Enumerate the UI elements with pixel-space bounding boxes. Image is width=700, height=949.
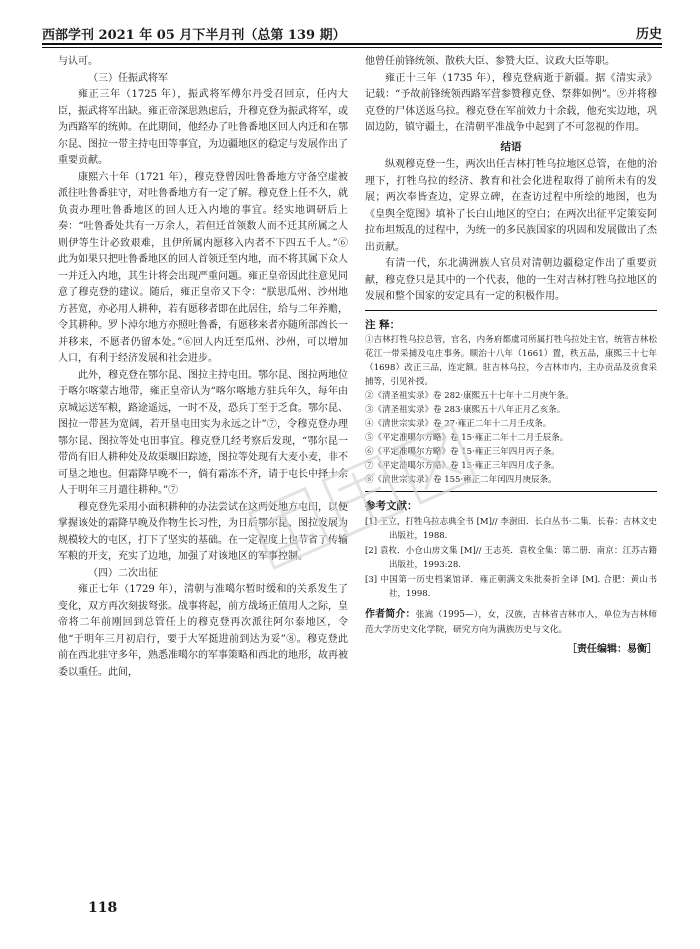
note-item: ③《清圣祖实录》卷 283·康熙五十八年正月乙亥条。 xyxy=(365,405,566,415)
reference-item: [1] 王立，打牲乌拉志典全书 [M]// 李澍田．长白丛书·二集．长春：吉林文史出版社，1988. xyxy=(365,516,657,541)
paragraph: 有清一代，东北满洲族人官员对清朝边疆稳定作出了重要贡献，穆克登只是其中的一个代表，他的一生对吉林打牲乌拉地区的发展和整个国家的安定具有一定的积极作用。 xyxy=(365,258,657,302)
journal-issue-line: 西部学刊 2021 年 05 月下半月刊（总第 139 期） xyxy=(42,28,346,43)
author-bio-text: 张嵩（1995—），女，汉族，吉林省吉林市人，单位为吉林师范大学历史文化学院，研究方向为满族历史与文化。 xyxy=(365,609,657,635)
header-rule xyxy=(42,43,662,45)
notes-divider xyxy=(365,310,657,311)
note-item: ⑦《平定准噶尔方略》卷 15·雍正三年四月戊子条。 xyxy=(365,461,560,471)
note-item: ②《清圣祖实录》卷 282·康熙五十七年十二月庚午条。 xyxy=(365,391,574,401)
paragraph: 雍正十三年（1735 年），穆克登病逝于新疆。据《清实录》记载：“予故前锋统领西路军营参赞穆克登、祭葬如例”。⑨并将穆克登的尸体送返乌拉。穆克登在军前效力十余载，他充实边地，巩固边防，镇守疆土，在清朝平准战争中起到了不可忽视的作用。 xyxy=(365,72,657,133)
paragraph: 雍正三年（1725 年），振武将军傅尔丹受召回京，任内大臣，振武将军出缺。雍正帝深思熟虑后，升穆克登为振武将军，或为西路军的统帅。在此期间，他经办了吐鲁番地区回人内迁和在鄂尔昆、图拉一带主持屯田等事宜，为边疆地区的稳定与发展作出了重要贡献。 xyxy=(58,89,348,166)
page-number: 118 xyxy=(88,900,118,916)
paragraph: 雍正七年（1729 年），清朝与准噶尔暂时缓和的关系发生了变化，双方再次刻拔弩张。战事将起，前方战场正值用人之际，皇帝将二年前刚回到总管任上的穆克登再次派往阿尔泰地区，令他“于明年三月初启行，要于大军挺进前到达为妥”⑧。穆克登此前在西北驻守多年，熟悉准噶尔的军事策略和西北的地形，故再被委以重任。此间， xyxy=(58,584,348,678)
notes-list xyxy=(365,333,657,487)
page-header xyxy=(42,20,662,44)
notes-heading: 注 释： xyxy=(365,318,401,331)
responsible-editor: ［责任编辑：易衡］ xyxy=(567,643,657,655)
references-divider xyxy=(365,491,657,492)
reference-item: [3] 中国第一历史档案馆译．雍正朝满文朱批奏折全译 [M]. 合肥：黄山书社，1998. xyxy=(365,574,657,599)
section-heading: （三）任振武将军 xyxy=(88,72,168,84)
note-item: ⑧《清世宗实录》卷 155·雍正二年闰四月庚辰条。 xyxy=(365,475,557,485)
note-item: ④《清世宗实录》卷 27·雍正二年十二月壬戌条。 xyxy=(365,419,552,429)
references-list xyxy=(365,515,657,601)
reference-item: [2] 袁枚．小仓山房文集 [M]// 王志英．袁枚全集：第二册．南京：江苏古籍出版社，1993:28. xyxy=(365,545,657,570)
paragraph: 纵观穆克登一生，两次出任吉林打牲乌拉地区总管，在他的治理下，打牲乌拉的经济、教育和社会化进程取得了前所未有的发展；两次奉皆查边，定界立碑，在查访过程中所绘的地图，也为《皇舆全览图》填补了长白山地区的空白；在两次出征平定策妄阿拉布坦叛乱的过程中，为统一的多民族国家的巩固和发展做出了杰出贡献。 xyxy=(365,159,657,253)
author-bio xyxy=(365,607,657,638)
left-column xyxy=(58,54,348,681)
author-bio-label: 作者简介： xyxy=(365,608,416,620)
right-column xyxy=(365,54,657,658)
paragraph: 康熙六十年（1721 年），穆克登曾因吐鲁番地方守备空虚被派往吐鲁番驻守，对吐鲁番地方有一定了解。穆克登上任不久，就负责办理吐鲁番地区的回人迁入内地的事宜。经实地调研后上奏：“吐鲁番处共有一万余人，若但迁首领数人而不迁其所属之人则伊等生计必致艰难，且伊所属内愿移入内者不下四五千人。”⑥此为如果只把吐鲁番地区的回人首领迁至内地，而不将其属下众人一并迁入内地，其生计将会出现严重问题。雍正皇帝因此往意见同意了穆克登的建议。随后，雍正皇帝又下令：“朕思瓜州、沙州地方甚宽，亦必用人耕种，若有愿移者即在此居住，给与二年养赡，令其耕种。罗卜淖尔地方亦照吐鲁番，有愿移来者亦随所部酋长一并移来，不愿者仍留本处。”⑥回人内迁至瓜州、沙州，可以增加人口，有利于经济发展和社会进步。 xyxy=(58,171,348,364)
conclusion-heading: 结语 xyxy=(500,140,522,153)
note-item: ⑥《平定准噶尔方略》卷 15·雍正三年四月丙子条。 xyxy=(365,447,560,457)
paragraph: 他曾任前锋统领、散秩大臣、参赞大臣、议政大臣等职。 xyxy=(365,56,615,67)
note-item: ①吉林打牲乌拉总管，官名，内务府都虞司所属打牲乌拉处主官，统管吉林松花江一带采捕及屯庄事务。顺治十八年（1661）置，秩五品，康熙三十七年（1698）改正三品，连定额。驻吉林乌拉，今吉林市内，主办贡品及贡食采捕等，引见补授。 xyxy=(365,335,657,387)
section-heading: （四）二次出征 xyxy=(88,567,158,579)
paragraph: 此外，穆克登在鄂尔昆、图拉主持屯田。鄂尔昆、图拉两地位于喀尔喀蒙古地带，雍正皇帝认为“喀尔喀地方驻兵年久，每年由京城运送军粮，路途遥远，一时不及，恐兵丁至于乏食。鄂尔昆、图拉一带甚为宽阔，若开垦屯田实为永远之计”⑦，令穆克登办理鄂尔昆、图拉等处屯田事宜。穆克登几经考察后发现，“鄂尔昆一带尚有旧人耕种处及故渠堰旧踪迹，图拉等处现有大麦小麦，非不可垦之地也。但霜降早晚不一，倘有霜冻不齐，请于屯长中择十余人于明年三月遣往耕种。”⑦ xyxy=(58,369,348,496)
section-label: 历史 xyxy=(635,27,662,42)
header-rule-thin xyxy=(42,47,662,48)
paragraph: 与认可。 xyxy=(58,56,98,67)
references-heading: 参考文献： xyxy=(365,500,418,512)
note-item: ⑤《平定准噶尔方略》卷 15·雍正二年十二月壬辰条。 xyxy=(365,433,569,443)
paragraph: 穆克登先采用小面积耕种的办法尝试在这两处地方屯田，以便掌握该处的霜降早晚及作物生长习性，为日后鄂尔昆、图拉发展为规模较大的屯区，打下了坚实的基础。在一定程度上也节省了传输军粮的开支，充实了边地，加强了对该地区的军事控制。 xyxy=(58,501,348,562)
